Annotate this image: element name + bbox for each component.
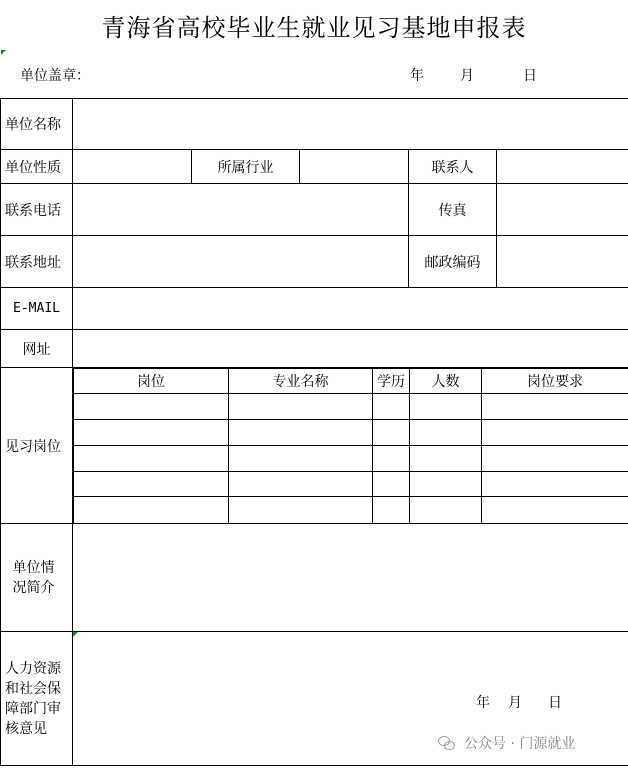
hr-date-month: 月 xyxy=(508,695,522,711)
contact-person-label: 联系人 xyxy=(409,150,497,184)
position-cell[interactable] xyxy=(74,472,229,497)
major-cell[interactable] xyxy=(229,472,373,497)
stamp-label: 单位盖章： xyxy=(20,68,90,84)
table-row xyxy=(74,472,628,497)
table-row xyxy=(74,497,628,523)
corner-mark xyxy=(73,632,78,637)
wechat-icon xyxy=(438,736,456,750)
position-cell[interactable] xyxy=(74,394,229,420)
postcode-field[interactable] xyxy=(497,236,628,288)
education-cell[interactable] xyxy=(373,394,410,420)
intro-field[interactable] xyxy=(73,524,628,632)
website-label: 网址 xyxy=(1,330,73,368)
contact-person-field[interactable] xyxy=(497,150,628,184)
col-header-major: 专业名称 xyxy=(229,369,373,394)
unit-nature-label: 单位性质 xyxy=(1,150,73,184)
table-row xyxy=(74,394,628,420)
count-cell[interactable] xyxy=(410,472,482,497)
corner-mark xyxy=(1,50,6,55)
count-cell[interactable] xyxy=(410,446,482,472)
education-cell[interactable] xyxy=(373,446,410,472)
watermark xyxy=(438,732,575,754)
major-cell[interactable] xyxy=(229,394,373,420)
positions-label: 见习岗位 xyxy=(1,368,73,524)
count-cell[interactable] xyxy=(410,420,482,446)
application-form xyxy=(0,98,628,766)
table-row xyxy=(74,420,628,446)
phone-field[interactable] xyxy=(73,184,409,236)
watermark-text: 公众号 · 门源就业 xyxy=(464,736,576,752)
table-row xyxy=(74,446,628,472)
positions-cell xyxy=(73,368,628,524)
stamp-line xyxy=(0,50,628,98)
hr-date-day: 日 xyxy=(548,695,562,711)
count-cell[interactable] xyxy=(410,394,482,420)
postcode-label: 邮政编码 xyxy=(409,236,497,288)
industry-field[interactable] xyxy=(300,150,409,184)
fax-label: 传真 xyxy=(409,184,497,236)
hr-date-year: 年 xyxy=(476,695,490,711)
stamp-year: 年 xyxy=(410,68,424,84)
positions-table xyxy=(73,368,628,523)
col-header-requirements: 岗位要求 xyxy=(482,369,628,394)
requirements-cell[interactable] xyxy=(482,394,628,420)
education-cell[interactable] xyxy=(373,420,410,446)
hr-opinion-label: 人力资源和社会保障部门审核意见 xyxy=(1,632,73,766)
stamp-day: 日 xyxy=(523,68,537,84)
count-cell[interactable] xyxy=(410,497,482,523)
address-field[interactable] xyxy=(73,236,409,288)
position-cell[interactable] xyxy=(74,420,229,446)
unit-nature-field[interactable] xyxy=(73,150,192,184)
major-cell[interactable] xyxy=(229,497,373,523)
requirements-cell[interactable] xyxy=(482,446,628,472)
requirements-cell[interactable] xyxy=(482,472,628,497)
position-cell[interactable] xyxy=(74,497,229,523)
email-label: E-MAIL xyxy=(1,288,73,330)
website-field[interactable] xyxy=(73,330,628,368)
stamp-month: 月 xyxy=(460,68,474,84)
education-cell[interactable] xyxy=(373,472,410,497)
intro-label: 单位情况简介 xyxy=(1,524,73,632)
unit-name-label: 单位名称 xyxy=(1,99,73,150)
email-field[interactable] xyxy=(73,288,628,330)
col-header-education: 学历 xyxy=(373,369,410,394)
industry-label: 所属行业 xyxy=(192,150,300,184)
form-title: 青海省高校毕业生就业见习基地申报表 xyxy=(101,13,527,42)
col-header-count: 人数 xyxy=(410,369,482,394)
education-cell[interactable] xyxy=(373,497,410,523)
requirements-cell[interactable] xyxy=(482,497,628,523)
fax-field[interactable] xyxy=(497,184,628,236)
position-cell[interactable] xyxy=(74,446,229,472)
requirements-cell[interactable] xyxy=(482,420,628,446)
phone-label: 联系电话 xyxy=(1,184,73,236)
major-cell[interactable] xyxy=(229,420,373,446)
major-cell[interactable] xyxy=(229,446,373,472)
address-label: 联系地址 xyxy=(1,236,73,288)
unit-name-field[interactable] xyxy=(73,99,628,150)
col-header-position: 岗位 xyxy=(74,369,229,394)
